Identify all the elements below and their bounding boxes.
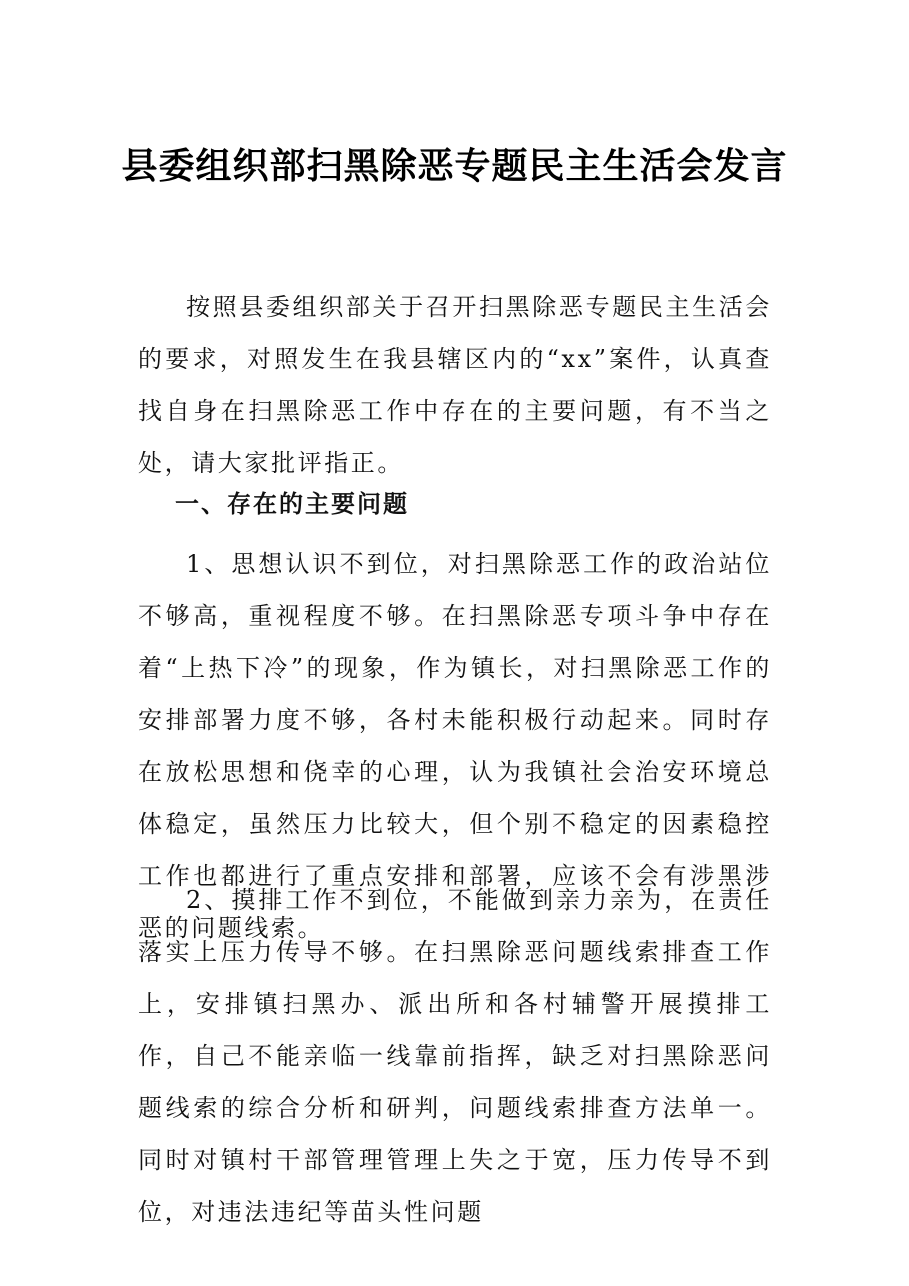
paragraph-1: 1、思想认识不到位，对扫黑除恶工作的政治站位不够高，重视程度不够。在扫黑除恶专项斗争中存在着“上热下冷”的现象，作为镇长，对扫黑除恶工作的安排部署力度不够，各村未能积极行动起来。同时存在放松思想和侥幸的心理，认为我镇社会治安环境总体稳定，虽然压力比较大，但个别不稳定的因素稳控工作也都进行了重点安排和部署，应该不会有涉黑涉恶的问题线索。 xyxy=(138,550,772,942)
intro-paragraph: 按照县委组织部关于召开扫黑除恶专题民主生活会的要求，对照发生在我县辖区内的“xx”案件，认真查找自身在扫黑除恶工作中存在的主要问题，有不当之处，请大家批评指正。 xyxy=(138,293,772,477)
document-title: 县委组织部扫黑除恶专题民主生活会发言 xyxy=(121,145,788,187)
section-heading: 一、存在的主要问题 xyxy=(175,489,409,518)
paragraph-2: 2、摸排工作不到位，不能做到亲力亲为，在责任落实上压力传导不够。在扫黑除恶问题线索排查工作上，安排镇扫黑办、派出所和各村辅警开展摸排工作，自己不能亲临一线靠前指挥，缺乏对扫黑除恶问题线索的综合分析和研判，问题线索排查方法单一。同时对镇村干部管理管理上失之于宽，压力传导不到位，对违法违纪等苗头性问题 xyxy=(138,886,772,1226)
